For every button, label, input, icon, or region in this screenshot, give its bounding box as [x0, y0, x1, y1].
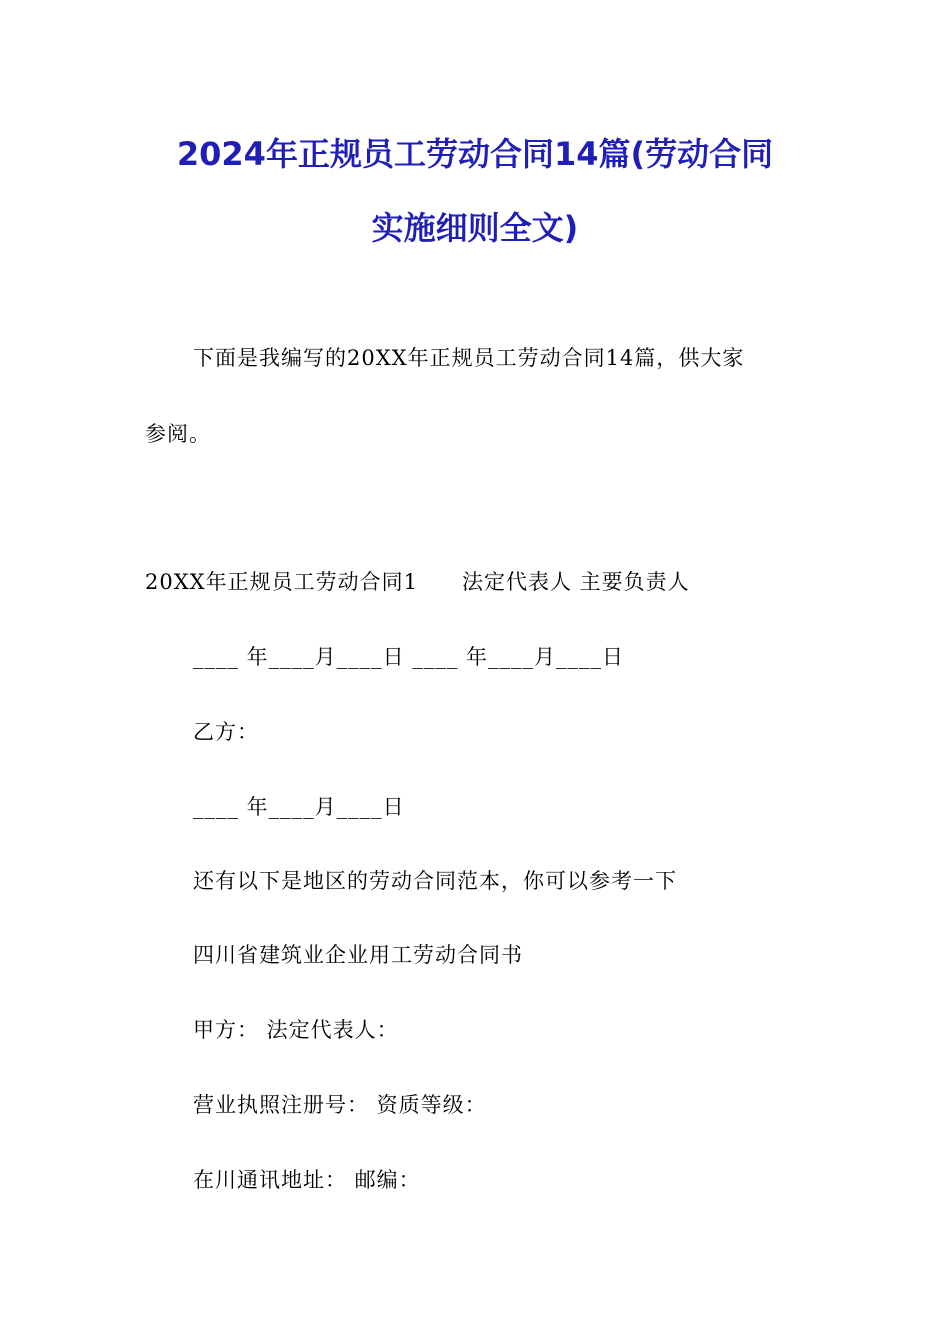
document-title-line-2: 实施细则全文) [371, 209, 579, 247]
party-a-line: 甲方： 法定代表人： [193, 1018, 399, 1042]
document-title-line-1: 2024年正规员工劳动合同14篇(劳动合同 [176, 135, 774, 173]
contract-title: 四川省建筑业企业用工劳动合同书 [193, 943, 523, 967]
date-line-single: ____ 年____月____日 [193, 795, 405, 819]
address-line: 在川通讯地址： 邮编： [193, 1168, 421, 1192]
date-line-double: ____ 年____月____日 ____ 年____月____日 [193, 645, 625, 669]
license-line: 营业执照注册号： 资质等级： [193, 1093, 487, 1117]
section-heading: 20XX年正规员工劳动合同1 法定代表人 主要负责人 [145, 570, 690, 594]
intro-paragraph-line-2: 参阅。 [145, 422, 211, 446]
party-b-label: 乙方： [193, 720, 259, 744]
intro-paragraph-line-1: 下面是我编写的20XX年正规员工劳动合同14篇，供大家 [193, 346, 745, 370]
reference-note: 还有以下是地区的劳动合同范本，你可以参考一下 [193, 869, 677, 893]
